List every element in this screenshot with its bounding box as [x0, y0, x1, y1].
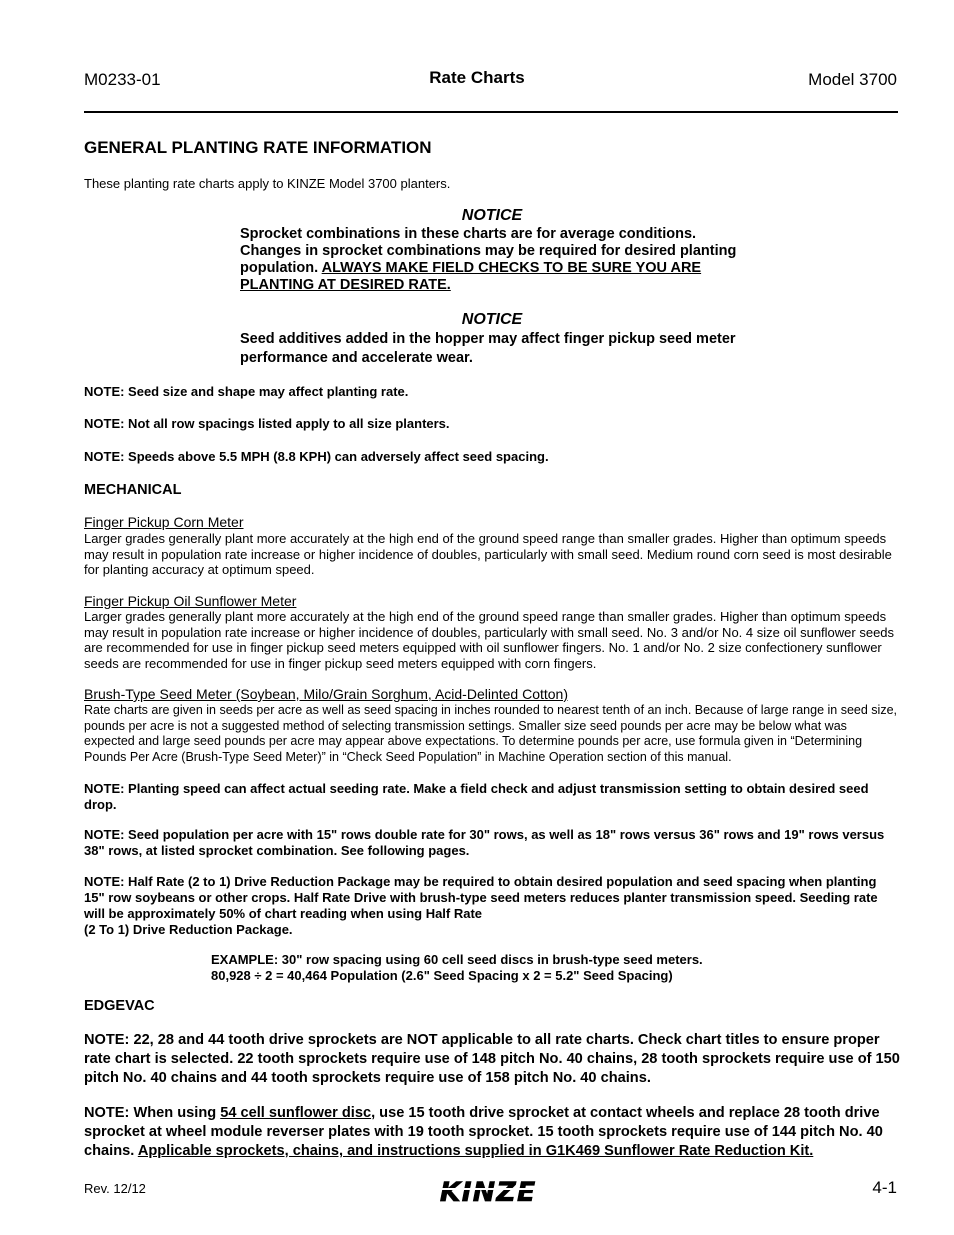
- brush-meter-text: Rate charts are given in seeds per acre as well as seed spacing in inches rounded to nearest tenth of an inch. Because of large range in seed size, pounds per acre is not a suggested method of selecting transmission settings. Smaller size seed pounds per acre may be below what was expected and large seed pounds per acre may appear above expectations. To determine pounds per acre, use formula given in “Determining Pounds Per Acre (Brush-Type Seed Meter)” in “Check Seed Population” in Machine Operation section of this manual.: [84, 703, 897, 764]
- notice-warning-1: ALWAYS MAKE FIELD CHECKS TO BE SURE YOU ARE PLANTING AT DESIRED RATE.: [240, 260, 702, 293]
- note-sunflower-text-a: NOTE: When using: [84, 1105, 221, 1121]
- notice-title-2: NOTICE: [461, 311, 523, 328]
- kinze-logo-text: KINZE: [439, 1177, 537, 1208]
- notice-text-1: Sprocket combinations in these charts are for average conditions. Changes in sprocket combinations may be required for desired planting population.: [240, 226, 737, 276]
- note-half-rate-text: NOTE: Half Rate (2 to 1) Drive Reduction Package may be required to obtain desired population and seed spacing when planting 15" row soybeans or other crops. Half Rate Drive with brush-type seed meters reduces planter transmission speed. Seeding rate will be approximately 50% of chart reading when using Half Rate: [84, 874, 878, 921]
- note-planting-speed: NOTE: Planting speed can affect actual seeding rate. Make a field check and adjust transmission setting to obtain desired seed drop.: [84, 781, 869, 812]
- intro-text: These planting rate charts apply to KINZE Model 3700 planters.: [84, 176, 451, 191]
- note-seed-population: NOTE: Seed population per acre with 15" rows double rate for 30" rows, as well as 18" rows versus 36" rows and 19" rows versus 38" rows, at listed sprocket combination. See following pages.: [84, 827, 885, 858]
- model-label: Model 3700: [808, 70, 897, 89]
- example-block: [211, 952, 861, 984]
- example-line-2: 80,928 ÷ 2 = 40,464 Population (2.6" Seed Spacing x 2 = 5.2" Seed Spacing): [211, 968, 673, 983]
- note-sunflower-text-b: , use 15 tooth drive sprocket at contact wheels and replace 28 tooth drive sprocket at wheel module reverser plates with 19 tooth sprocket. 15 tooth sprockets require use of 144 pitch No. 40 chains.: [84, 1105, 883, 1159]
- notice-body-1: [240, 226, 760, 294]
- note-half-rate: [84, 874, 900, 938]
- revision-label: Rev. 12/12: [84, 1181, 146, 1196]
- header-divider: [84, 111, 898, 113]
- notice-body-2: Seed additives added in the hopper may affect finger pickup seed meter performance and accelerate wear.: [240, 331, 736, 366]
- section-mechanical-title: MECHANICAL: [84, 482, 182, 498]
- note-sunflower-disc: [84, 1104, 900, 1161]
- note-speeds: NOTE: Speeds above 5.5 MPH (8.8 KPH) can adversely affect seed spacing.: [84, 449, 549, 464]
- note-seed-size: NOTE: Seed size and shape may affect planting rate.: [84, 384, 409, 399]
- note-sunflower-kit: Applicable sprockets, chains, and instructions supplied in G1K469 Sunflower Rate Reduction Kit.: [137, 1143, 814, 1159]
- page-number: 4-1: [872, 1178, 897, 1197]
- corn-meter-title: Finger Pickup Corn Meter: [84, 514, 244, 530]
- section-edgevac-title: EDGEVAC: [84, 998, 155, 1014]
- corn-meter-text: Larger grades generally plant more accurately at the high end of the ground speed range than smaller grades. Higher than optimum speeds may result in population rate increase or higher incidence of doubles, particularly with small seed. Medium round corn seed is most desirable for planting accuracy at optimum speed.: [84, 531, 892, 578]
- note-half-rate-text-2: (2 To 1) Drive Reduction Package.: [84, 922, 293, 937]
- note-sunflower-disc-link: 54 cell sunflower disc: [220, 1105, 372, 1121]
- note-drive-sprockets: NOTE: 22, 28 and 44 tooth drive sprockets are NOT applicable to all rate charts. Check chart titles to ensure proper rate chart is selected. 22 tooth sprockets require use of 148 pitch No. 40 chains, 28 tooth sprockets require use of 150 pitch No. 40 chains and 44 tooth sprockets require use of 158 pitch No. 40 chains.: [84, 1032, 900, 1086]
- brush-meter-title: Brush-Type Seed Meter (Soybean, Milo/Grain Sorghum, Acid-Delinted Cotton): [84, 686, 569, 702]
- sunflower-meter-text: Larger grades generally plant more accurately at the high end of the ground speed range than smaller grades. Higher than optimum speeds may result in population rate increase or higher incidence of doubles, particularly with small seed. No. 3 and/or No. 4 size oil sunflower seeds are recommended for use in finger pickup seed meters equipped with oil sunflower fingers. No. 1 and/or No. 2 size confectionery sunflower seeds are recommended for use in finger pickup seed meters equipped with corn fingers.: [84, 609, 895, 671]
- kinze-logo: [428, 1174, 548, 1208]
- sunflower-meter-title: Finger Pickup Oil Sunflower Meter: [84, 593, 297, 609]
- document-number: M0233-01: [84, 70, 161, 89]
- notice-title-1: NOTICE: [461, 207, 523, 224]
- section-title: Rate Charts: [429, 68, 525, 87]
- note-row-spacings: NOTE: Not all row spacings listed apply to all size planters.: [84, 416, 450, 431]
- page-heading: GENERAL PLANTING RATE INFORMATION: [84, 138, 432, 157]
- example-line-1: EXAMPLE: 30" row spacing using 60 cell seed discs in brush-type seed meters.: [211, 952, 703, 967]
